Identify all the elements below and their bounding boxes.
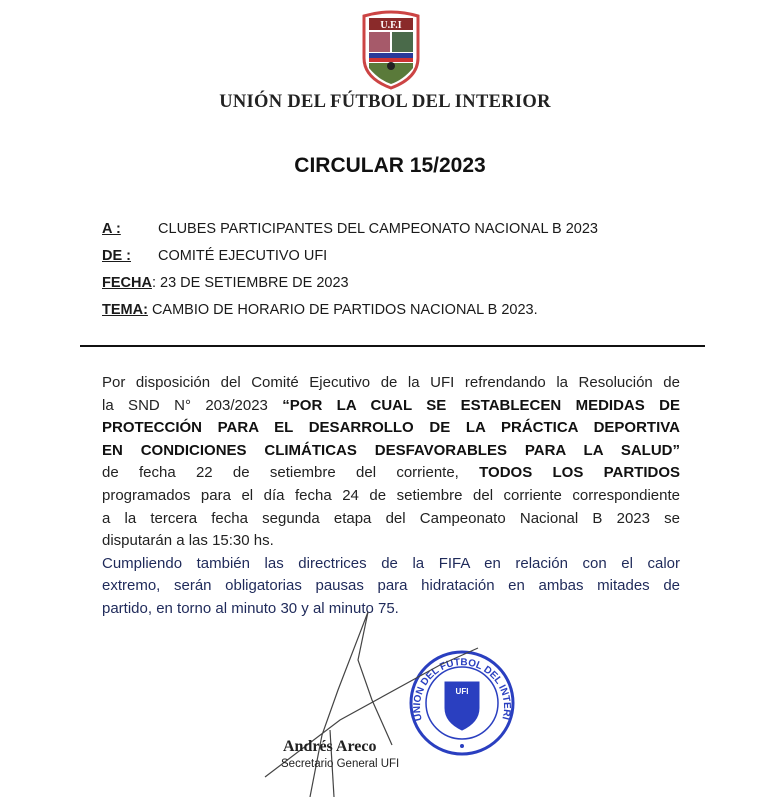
body-line: PROTECCIÓN PARA EL DESARROLLO DE LA PRÁCTICA DEPORTIVA (102, 419, 680, 437)
svg-text:U.F.I: U.F.I (380, 20, 402, 31)
signatory-name: Andrés Areco (283, 738, 377, 755)
field-to (102, 221, 598, 237)
svg-text:UNION DEL FUTBOL DEL INTERIOR: UNION DEL FUTBOL DEL INTERI (411, 657, 513, 722)
field-value: CLUBES PARTICIPANTES DEL CAMPEONATO NACIONAL B 2023 (154, 221, 598, 237)
field-key: DE : (102, 248, 131, 264)
body-line: disputarán a las 15:30 hs. (102, 532, 274, 550)
field-key: TEMA: (102, 302, 148, 318)
ufi-logo (358, 8, 424, 90)
circular-title: CIRCULAR 15/2023 (294, 154, 486, 177)
organization-name: UNIÓN DEL FÚTBOL DEL INTERIOR (219, 92, 551, 112)
body-line: a la tercera fecha segunda etapa del Campeonato Nacional B 2023 se (102, 509, 680, 527)
field-key: FECHA (102, 275, 152, 291)
field-from (102, 248, 327, 264)
field-key: A : (102, 221, 121, 237)
body-line: EN CONDICIONES CLIMÁTICAS DESFAVORABLES PARA LA SALUD” (102, 441, 680, 459)
body-line: Cumpliendo también las directrices de la FIFA en relación con el calor (102, 554, 680, 572)
field-value: CAMBIO DE HORARIO DE PARTIDOS NACIONAL B 2023. (147, 302, 538, 318)
body-line: programados para el día fecha 24 de setiembre del corriente correspondiente (102, 486, 680, 504)
field-date (102, 275, 349, 291)
signatory-role: Secretario General UFI (281, 758, 400, 770)
field-value: : 23 DE SETIEMBRE DE 2023 (151, 275, 349, 291)
body-line: partido, en torno al minuto 30 y al minuto 75. (102, 599, 399, 617)
circular-body (102, 372, 680, 621)
svg-text:UFI: UFI (455, 687, 469, 696)
field-subject (102, 302, 538, 318)
body-line: extremo, serán obligatorias pausas para hidratación en ambas mitades de (102, 577, 680, 595)
stamp-icon (0, 600, 513, 754)
field-value: COMITÉ EJECUTIVO UFI (154, 248, 328, 264)
divider (80, 345, 705, 347)
body-line: Por disposición del Comité Ejecutivo de la UFI refrendando la Resolución de (102, 374, 680, 391)
body-line: de fecha 22 de setiembre del corriente, TODOS LOS PARTIDOS (102, 464, 680, 482)
body-line: la SND N° 203/2023 “POR LA CUAL SE ESTABLECEN MEDIDAS DE (102, 396, 680, 414)
